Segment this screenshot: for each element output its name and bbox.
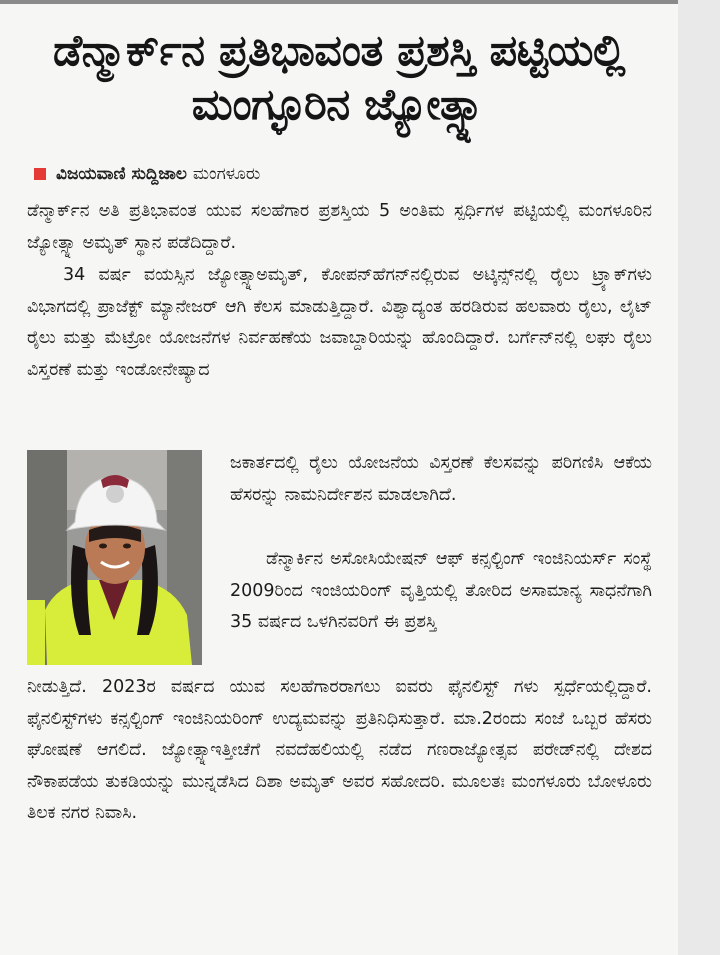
byline-source: ವಿಜಯವಾಣಿ ಸುದ್ದಿಜಾಲ xyxy=(56,164,187,184)
paragraph-1: ಡೆನ್ಮಾರ್ಕ್‌ನ ಅತಿ ಪ್ರತಿಭಾವಂತ ಯುವ ಸಲಹೆಗಾರ ಪ್ರಶಸ್ತಿಯ 5 ಅಂತಿಮ ಸ್ಪರ್ಧಿಗಳ ಪಟ್ಟಿಯಲ್ಲಿ ಮಂಗಳೂರಿನ ಜ್ಯೋತ್ಸ್ನಾ ಅಮೃತ್ ಸ್ಥಾನ ಪಡೆದಿದ್ದಾರೆ. xyxy=(27,201,652,253)
paragraph-2: 34 ವರ್ಷ ವಯಸ್ಸಿನ ಜ್ಯೋತ್ಸ್ನಾಅಮೃತ್, ಕೋಪನ್‌ಹೆಗನ್‌ನಲ್ಲಿರುವ ಅಟ್ಕಿನ್ಸ್‌ನಲ್ಲಿ ರೈಲು ಟ್ರ್ಯಾಕ್‌ಗಳು ವಿಭಾಗದಲ್ಲಿ ಪ್ರಾಜೆಕ್ಟ್ ಮ್ಯಾನೇಜರ್ ಆಗಿ ಕೆಲಸ ಮಾಡುತ್ತಿದ್ದಾರೆ. ವಿಶ್ವಾದ್ಯಂತ ಹರಡಿರುವ ಹಲವಾರು ರೈಲು, ಲೈಟ್ ರೈಲು ಮತ್ತು ಮೆಟ್ರೋ ಯೋಜನೆಗಳ ನಿರ್ವಹಣೆಯ ಜವಾಬ್ದಾರಿಯನ್ನು ಹೊಂದಿದ್ದಾರೆ. ಬರ್ಗೆನ್‌ನಲ್ಲಿ ಲಘು ರೈಲು ವಿಸ್ತರಣೆ ಮತ್ತು ಇಂಡೋನೇಷ್ಯಾದ xyxy=(27,265,652,380)
page-margin xyxy=(678,0,720,955)
byline-place: ಮಂಗಳೂರು xyxy=(192,164,261,184)
article-headline: ಡೆನ್ಮಾರ್ಕ್‌ನ ಪ್ರತಿಭಾವಂತ ಪ್ರಶಸ್ತಿ ಪಟ್ಟಿಯಲ್ಲಿ ಮಂಗ್ಳೂರಿನ ಜ್ಯೋತ್ಸ್ನಾ xyxy=(53,26,625,130)
paragraph-3-side: ಡೆನ್ಮಾರ್ಕಿನ ಅಸೋಸಿಯೇಷನ್ ಆಫ್ ಕನ್ಸಲ್ಟಿಂಗ್ ಇಂಜಿನಿಯರ್ಸ್ ಸಂಸ್ಥೆ 2009ರಿಂದ ಇಂಜಿಯರಿಂಗ್ ವೃತ್ತಿಯಲ್ಲಿ ತೋರಿದ ಅಸಾಮಾನ್ಯ ಸಾಧನೆಗಾಗಿ 35 ವರ್ಷದ ಒಳಗಿನವರಿಗೆ ಈ ಪ್ರಶಸ್ತಿ xyxy=(230,549,652,632)
paragraph-2-continued: ಜಕಾರ್ತದಲ್ಲಿ ರೈಲು ಯೋಜನೆಯ ವಿಸ್ತರಣೆ ಕೆಲಸವನ್ನು ಪರಿಗಣಿಸಿ ಆಕೆಯ ಹೆಸರನ್ನು ನಾಮನಿರ್ದೇಶನ ಮಾಡಲಾಗಿದೆ. xyxy=(230,453,652,505)
paragraph-3: ನೀಡುತ್ತಿದೆ. 2023ರ ವರ್ಷದ ಯುವ ಸಲಹೆಗಾರರಾಗಲು ಐವರು ಫೈನಲಿಸ್ಟ್ ಗಳು ಸ್ಪರ್ಧೆಯಲ್ಲಿದ್ದಾರೆ. ಫೈನಲಿಸ್ಟ್‌ಗಳು ಕನ್ಸಲ್ಟಿಂಗ್ ಇಂಜಿನಿಯರಿಂಗ್ ಉದ್ಯಮವನ್ನು ಪ್ರತಿನಿಧಿಸುತ್ತಾರೆ. ಮಾ.2ರಂದು ಸಂಜೆ ಒಬ್ಬರ ಹೆಸರು ಘೋಷಣೆ ಆಗಲಿದೆ. ಜ್ಯೋತ್ಸ್ನಾಇತ್ತೀಚೆಗೆ ನವದೆಹಲಿಯಲ್ಲಿ ನಡೆದ ಗಣರಾಜ್ಯೋತ್ಸವ ಪರೇಡ್‌ನಲ್ಲಿ ದೇಶದ ನೌಕಾಪಡೆಯ ತುಕಡಿಯನ್ನು ಮುನ್ನಡೆಸಿದ ದಿಶಾ ಅಮೃತ್ ಅವರ ಸಹೋದರಿ. ಮೂಲತಃ ಮಂಗಳೂರು ಬೋಳೂರು ತಿಲಕ ನಗರ ನಿವಾಸಿ. xyxy=(27,677,652,823)
portrait-photo xyxy=(27,450,202,665)
portrait-illustration xyxy=(27,450,202,665)
red-square-icon xyxy=(34,168,46,180)
byline xyxy=(34,162,260,186)
